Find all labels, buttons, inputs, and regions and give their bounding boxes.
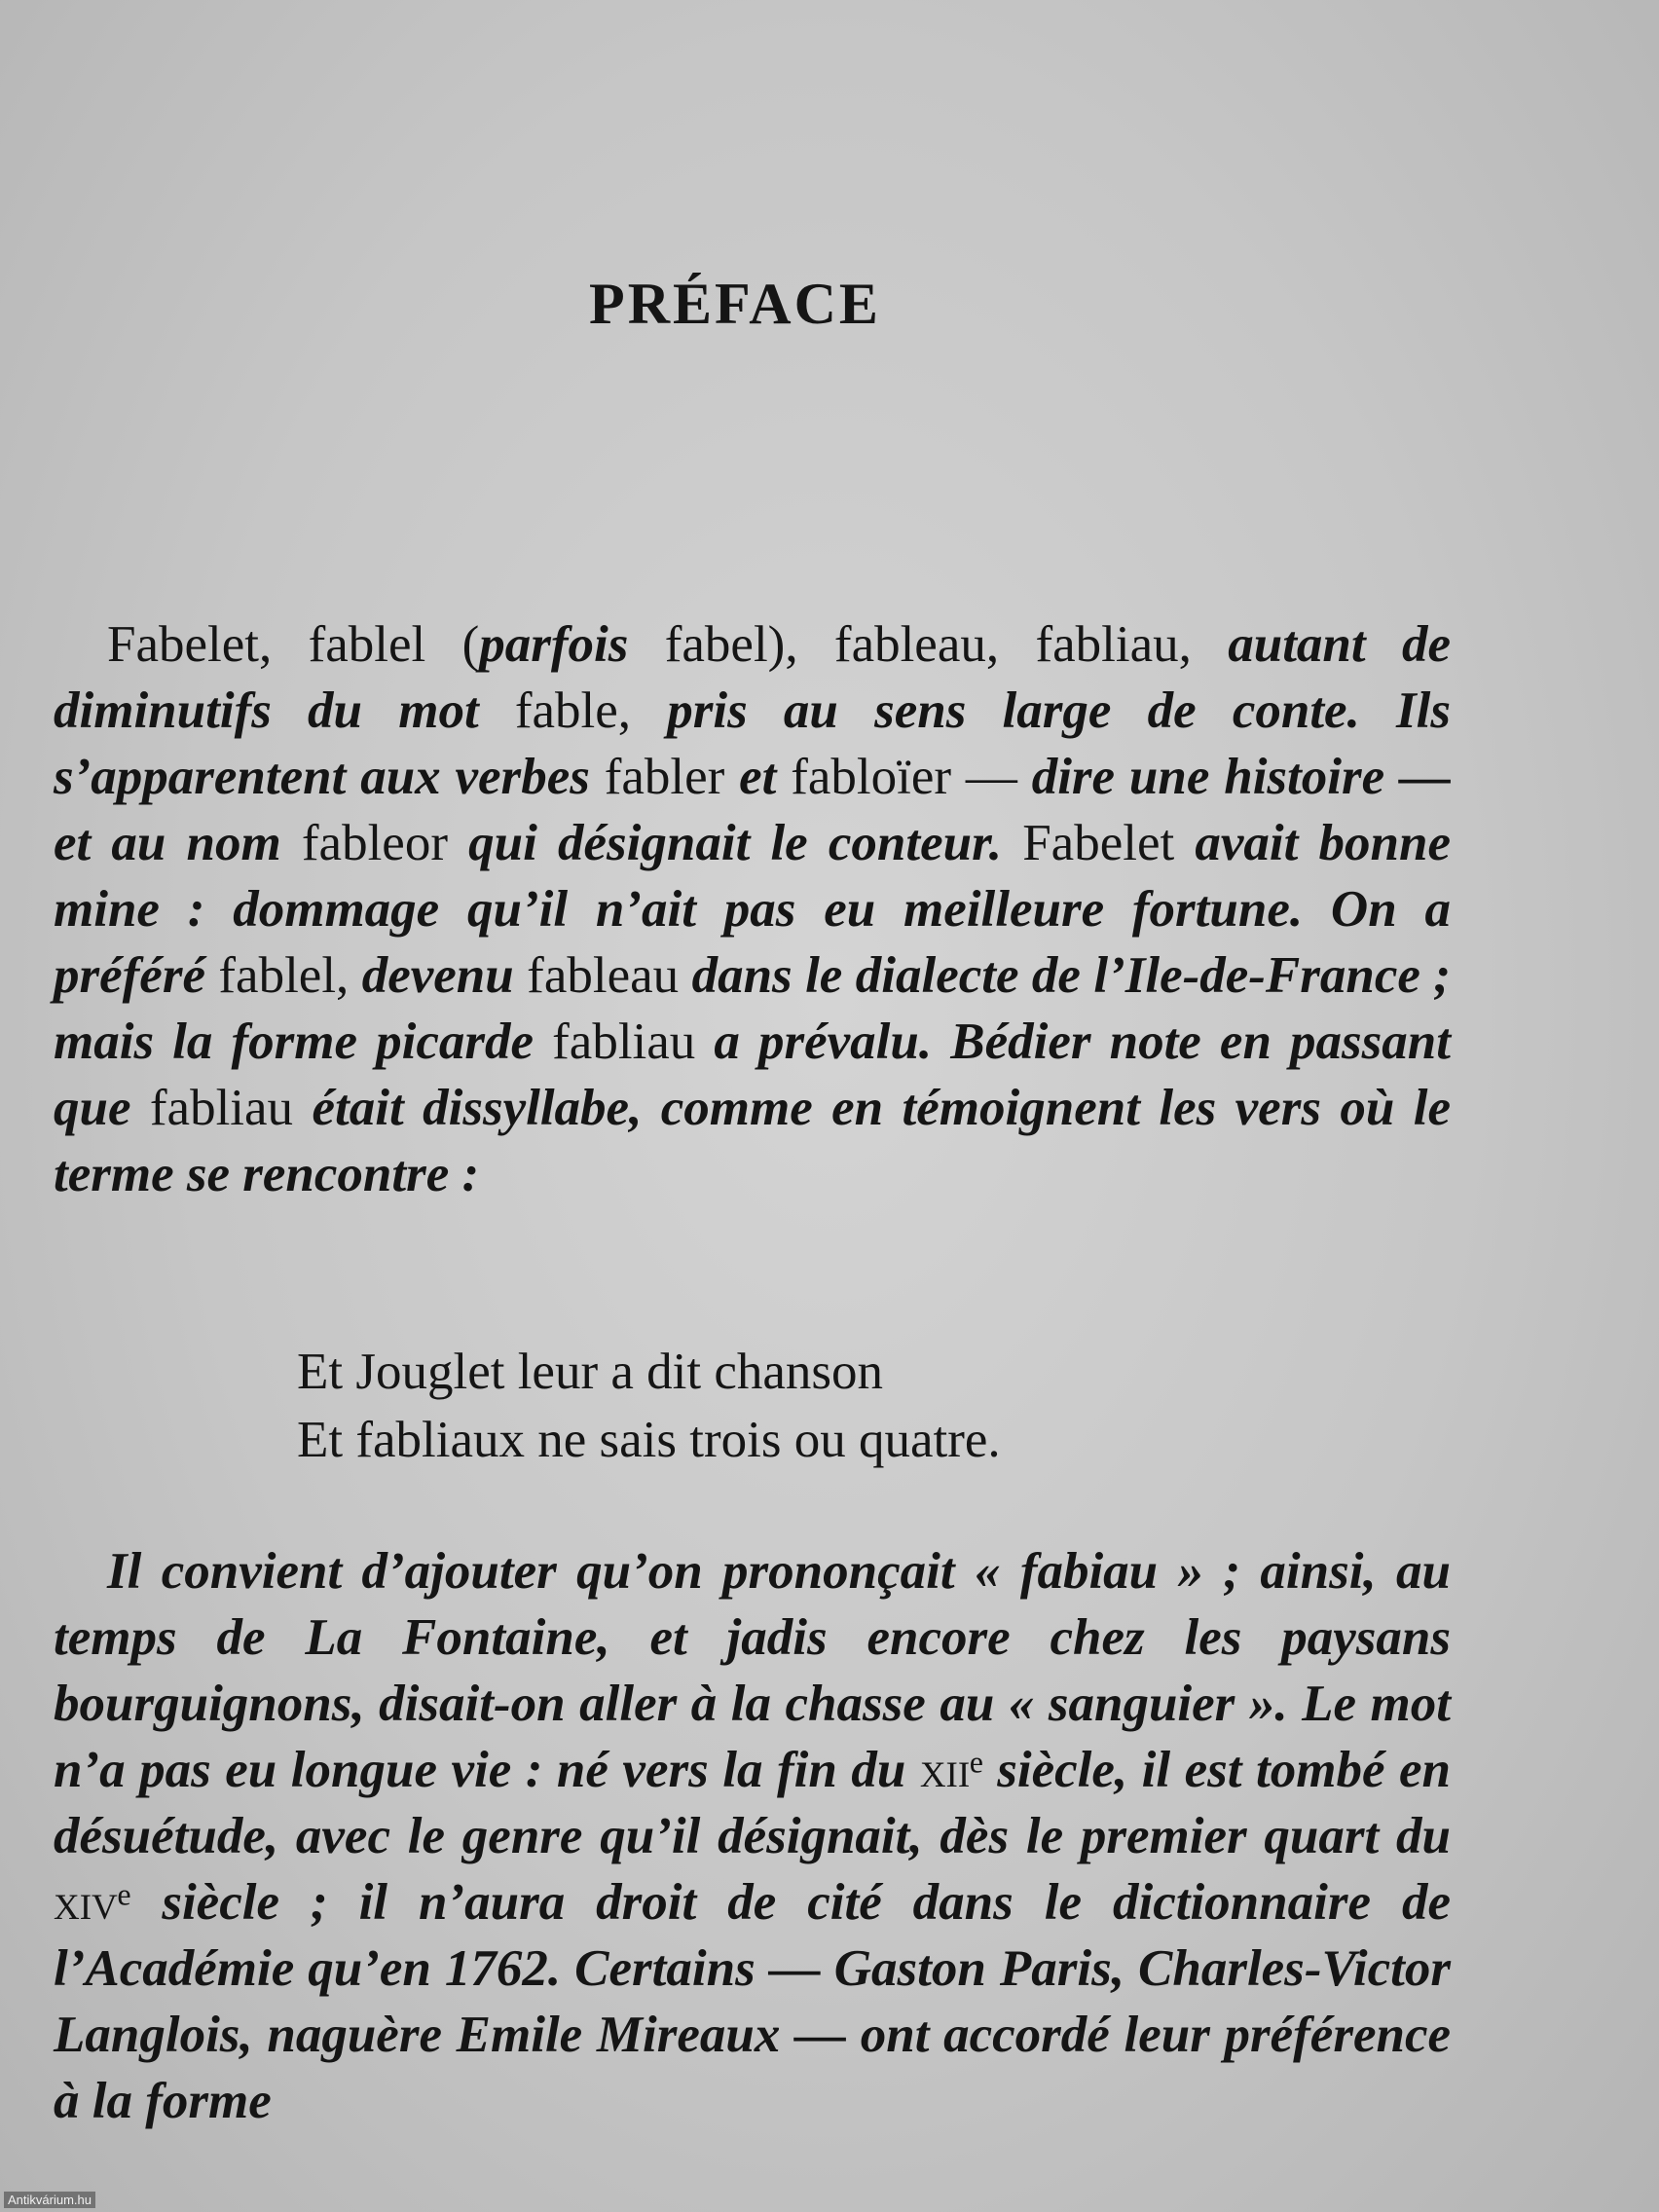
century-numeral: xivᵉ	[54, 1874, 131, 1931]
italic-run: dans le dialecte de l’Ile-de-France ; mais la forme picarde	[54, 947, 1452, 1070]
text-run: fabel), fableau, fabliau,	[628, 616, 1229, 673]
italic-run: siècle ; il n’aura droit de cité dans le dictionnaire de l’Académie qu’en 1762. Certains — Gaston Paris, Charles-Victor Langlois, naguère Emile Mireaux — ont accordé leur préférence à la forme	[54, 1874, 1451, 2129]
text-run: fabloïer —	[776, 749, 1032, 805]
italic-run: pris au sens large de conte. Ils s’apparentent aux verbes	[54, 682, 1451, 805]
italic-run: devenu	[361, 947, 514, 1004]
text-run: fablel,	[204, 947, 362, 1004]
paragraph-1-text	[54, 611, 1451, 1207]
verse-line-1: Et Jouglet leur a dit chanson	[297, 1344, 883, 1400]
italic-run: dire une histoire — et au nom	[54, 749, 1451, 871]
source-watermark: Antikvárium.hu	[4, 2192, 95, 2208]
paragraph-1	[54, 611, 1451, 1207]
page-title: PRÉFACE	[589, 272, 881, 336]
italic-run: Il convient d’ajouter qu’on prononçait « fabiau » ; ainsi, au temps de La Fontaine, et jadis encore chez les paysans bourguignons, disait-on aller à la chasse au « sanguier ». Le mot n’a pas eu longue vie : né vers la fin du	[54, 1543, 1451, 1798]
italic-run: et	[739, 749, 777, 805]
text-run: fableau	[513, 947, 692, 1004]
paragraph-2-text	[54, 1538, 1451, 2134]
text-run: fableor	[280, 815, 469, 871]
italic-run: autant de diminutifs du mot	[54, 616, 1451, 739]
italic-run: avait bonne mine : dommage qu’il n’ait pas eu meilleure fortune. On a préféré	[54, 815, 1451, 1004]
italic-run: parfois	[479, 616, 629, 673]
text-run: fable,	[478, 682, 668, 739]
text-run: fabler	[589, 749, 740, 805]
text-run: fabliau	[130, 1080, 313, 1136]
verse-quote	[297, 1338, 1001, 1474]
italic-run: siècle, il est tombé en désuétude, avec le genre qu’il désignait, dès le premier quart du	[54, 1742, 1451, 1864]
text-run: Fabelet, fablel (	[107, 616, 480, 673]
verse-line-2: Et fabliaux ne sais trois ou quatre.	[297, 1412, 1001, 1468]
text-run: Fabelet	[1002, 815, 1196, 871]
text-run: fabliau	[534, 1014, 715, 1070]
paragraph-2	[54, 1538, 1451, 2134]
italic-run: était dissyllabe, comme en témoignent les vers où le terme se rencontre :	[54, 1080, 1451, 1202]
italic-run: qui désignait le conteur.	[468, 815, 1003, 871]
italic-run: a prévalu. Bédier note en passant que	[54, 1014, 1451, 1136]
century-numeral: xiiᵉ	[919, 1742, 983, 1798]
